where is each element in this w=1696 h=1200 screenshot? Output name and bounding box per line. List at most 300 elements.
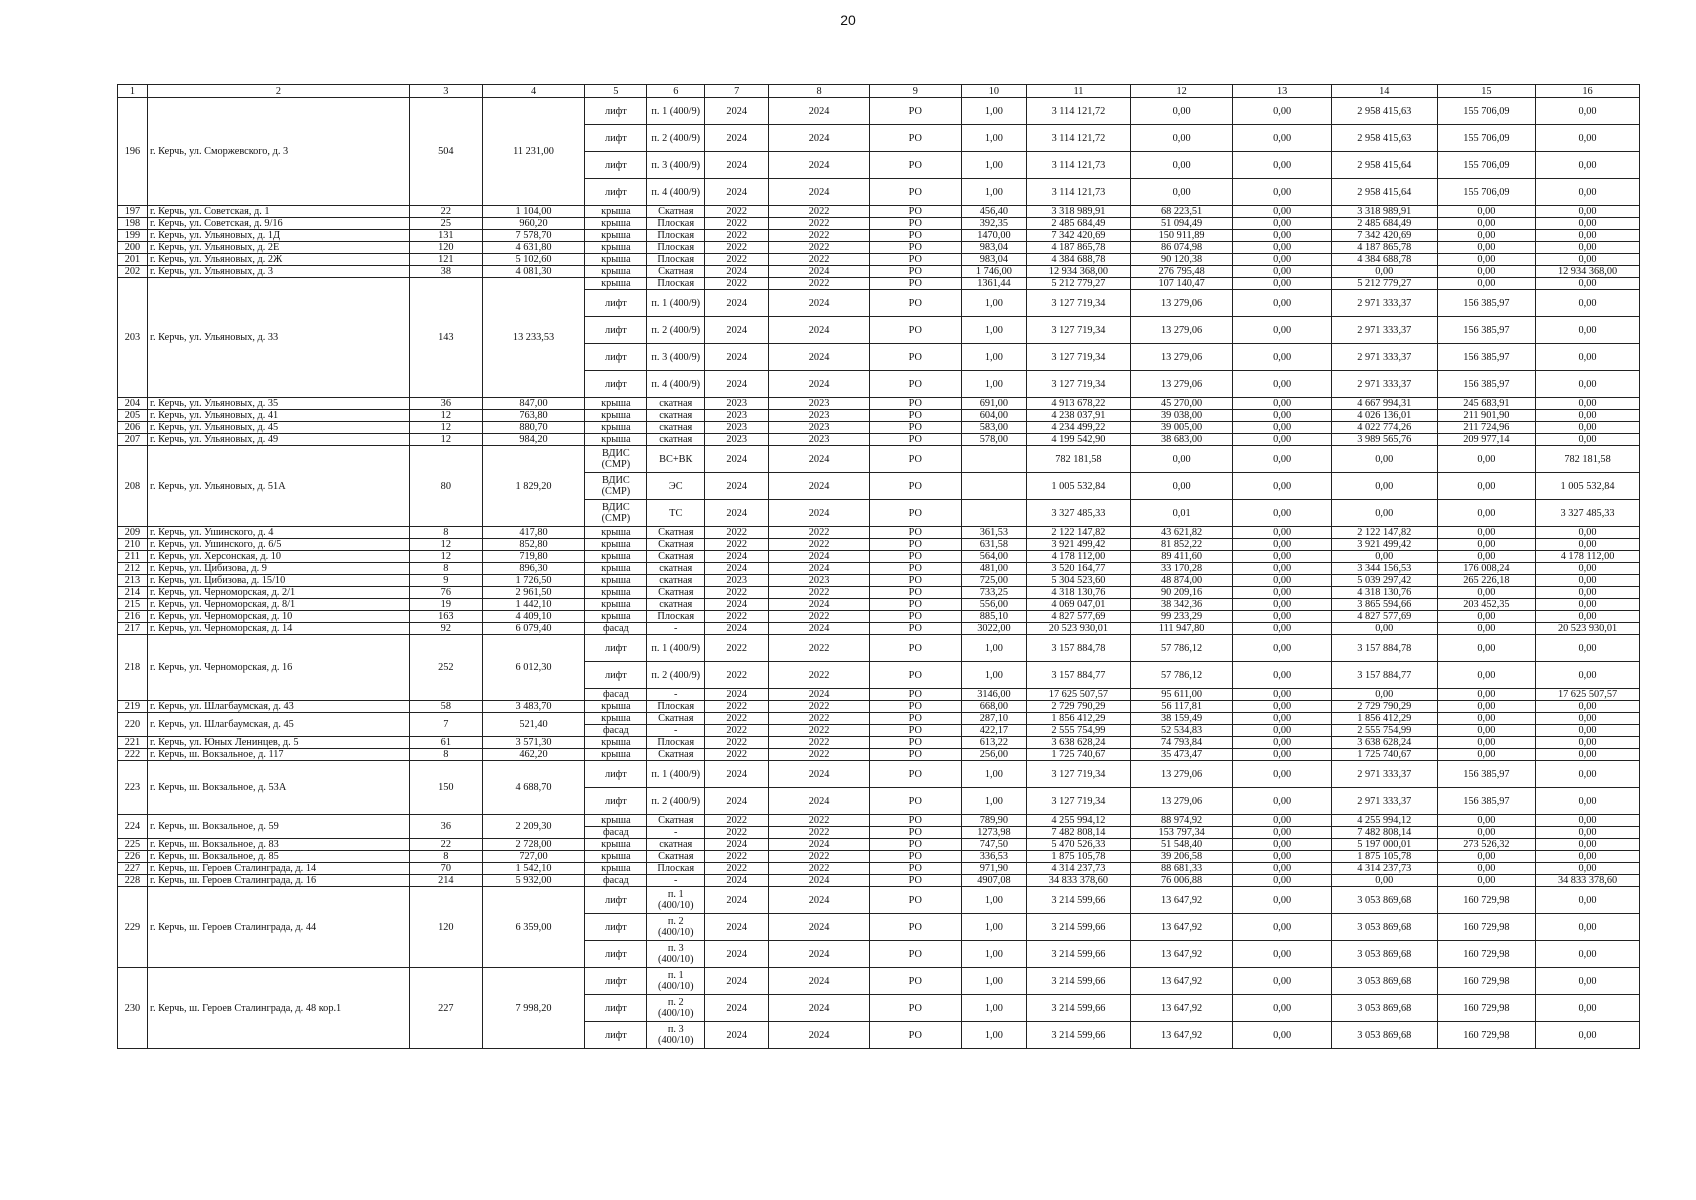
- building-area: 1 726,50: [482, 575, 585, 587]
- fund-regional: 7 342 420,69: [1331, 230, 1437, 242]
- table-row: [118, 599, 1640, 611]
- executor: РО: [869, 317, 961, 344]
- work-subtype: скатная: [647, 599, 705, 611]
- column-number: 7: [705, 85, 769, 98]
- cost-per-unit: 0,00: [1130, 152, 1233, 179]
- fund-federal: 0,00: [1233, 761, 1331, 788]
- row-number: 215: [118, 599, 148, 611]
- address: г. Керчь, ул. Советская, д. 9/16: [147, 218, 409, 230]
- work-type: крыша: [585, 599, 647, 611]
- work-type: лифт: [585, 179, 647, 206]
- year-end: 2024: [769, 500, 870, 527]
- executor: РО: [869, 410, 961, 422]
- year-end: 2023: [769, 410, 870, 422]
- fund-federal: 0,00: [1233, 851, 1331, 863]
- cost-per-unit: 13 647,92: [1130, 887, 1233, 914]
- volume: 422,17: [961, 725, 1026, 737]
- total-cost: 3 114 121,72: [1027, 98, 1131, 125]
- cost-per-unit: 13 279,06: [1130, 761, 1233, 788]
- work-type: крыша: [585, 278, 647, 290]
- address: г. Керчь, ул. Ульяновых, д. 49: [147, 434, 409, 446]
- cost-per-unit: 52 534,83: [1130, 725, 1233, 737]
- row-number: 211: [118, 551, 148, 563]
- executor: РО: [869, 827, 961, 839]
- apartments-count: 8: [409, 851, 482, 863]
- fund-local: 0,00: [1437, 242, 1535, 254]
- executor: РО: [869, 551, 961, 563]
- work-type: крыша: [585, 575, 647, 587]
- year-end: 2024: [769, 1022, 870, 1049]
- column-number: 16: [1536, 85, 1640, 98]
- table-row: [118, 278, 1640, 290]
- work-subtype: скатная: [647, 434, 705, 446]
- year-start: 2022: [705, 662, 769, 689]
- total-cost: 4 827 577,69: [1027, 611, 1131, 623]
- fund-regional: 2 971 333,37: [1331, 344, 1437, 371]
- building-area: 852,80: [482, 539, 585, 551]
- volume: 1 746,00: [961, 266, 1026, 278]
- fund-federal: 0,00: [1233, 827, 1331, 839]
- fund-federal: 0,00: [1233, 941, 1331, 968]
- address: г. Керчь, ул. Ульяновых, д. 2Е: [147, 242, 409, 254]
- executor: РО: [869, 230, 961, 242]
- fund-owners: 0,00: [1536, 887, 1640, 914]
- fund-federal: 0,00: [1233, 539, 1331, 551]
- fund-owners: 0,00: [1536, 863, 1640, 875]
- table-row: [118, 218, 1640, 230]
- fund-owners: 0,00: [1536, 761, 1640, 788]
- fund-owners: 0,00: [1536, 635, 1640, 662]
- work-type: крыша: [585, 749, 647, 761]
- executor: РО: [869, 635, 961, 662]
- fund-local: 0,00: [1437, 206, 1535, 218]
- work-type: фасад: [585, 875, 647, 887]
- work-subtype: -: [647, 689, 705, 701]
- cost-per-unit: 89 411,60: [1130, 551, 1233, 563]
- volume: 361,53: [961, 527, 1026, 539]
- volume: 1,00: [961, 344, 1026, 371]
- executor: РО: [869, 242, 961, 254]
- apartments-count: 120: [409, 242, 482, 254]
- volume: 556,00: [961, 599, 1026, 611]
- fund-owners: 0,00: [1536, 398, 1640, 410]
- work-subtype: п. 2 (400/10): [647, 914, 705, 941]
- cost-per-unit: 90 120,38: [1130, 254, 1233, 266]
- work-type: крыша: [585, 611, 647, 623]
- fund-owners: 20 523 930,01: [1536, 623, 1640, 635]
- work-type: крыша: [585, 410, 647, 422]
- fund-local: 160 729,98: [1437, 887, 1535, 914]
- work-subtype: скатная: [647, 422, 705, 434]
- building-area: 6 079,40: [482, 623, 585, 635]
- fund-regional: 2 958 415,63: [1331, 125, 1437, 152]
- executor: РО: [869, 152, 961, 179]
- work-subtype: -: [647, 623, 705, 635]
- total-cost: 2 485 684,49: [1027, 218, 1131, 230]
- table-row: [118, 887, 1640, 914]
- work-subtype: п. 4 (400/9): [647, 371, 705, 398]
- cost-per-unit: 35 473,47: [1130, 749, 1233, 761]
- building-area: 763,80: [482, 410, 585, 422]
- work-type: крыша: [585, 398, 647, 410]
- fund-federal: 0,00: [1233, 611, 1331, 623]
- executor: РО: [869, 473, 961, 500]
- cost-per-unit: 57 786,12: [1130, 662, 1233, 689]
- work-type: ВДИС (СМР): [585, 446, 647, 473]
- fund-local: 273 526,32: [1437, 839, 1535, 851]
- total-cost: 3 157 884,78: [1027, 635, 1131, 662]
- fund-federal: 0,00: [1233, 662, 1331, 689]
- year-end: 2022: [769, 587, 870, 599]
- cost-per-unit: 45 270,00: [1130, 398, 1233, 410]
- work-type: крыша: [585, 551, 647, 563]
- fund-owners: 0,00: [1536, 317, 1640, 344]
- executor: РО: [869, 575, 961, 587]
- address: г. Керчь, ш. Вокзальное, д. 83: [147, 839, 409, 851]
- year-end: 2024: [769, 788, 870, 815]
- fund-owners: 0,00: [1536, 254, 1640, 266]
- address: г. Керчь, ул. Черноморская, д. 10: [147, 611, 409, 623]
- work-type: лифт: [585, 98, 647, 125]
- row-number: 209: [118, 527, 148, 539]
- year-end: 2024: [769, 98, 870, 125]
- fund-local: 160 729,98: [1437, 941, 1535, 968]
- year-start: 2022: [705, 701, 769, 713]
- executor: РО: [869, 839, 961, 851]
- work-subtype: Скатная: [647, 587, 705, 599]
- cost-per-unit: 76 006,88: [1130, 875, 1233, 887]
- total-cost: 4 255 994,12: [1027, 815, 1131, 827]
- fund-owners: 0,00: [1536, 749, 1640, 761]
- cost-per-unit: 38 683,00: [1130, 434, 1233, 446]
- executor: РО: [869, 218, 961, 230]
- total-cost: 3 214 599,66: [1027, 887, 1131, 914]
- executor: РО: [869, 875, 961, 887]
- total-cost: 17 625 507,57: [1027, 689, 1131, 701]
- year-start: 2024: [705, 968, 769, 995]
- work-type: лифт: [585, 635, 647, 662]
- total-cost: 3 318 989,91: [1027, 206, 1131, 218]
- volume: 631,58: [961, 539, 1026, 551]
- year-start: 2024: [705, 887, 769, 914]
- volume: 1,00: [961, 914, 1026, 941]
- cost-per-unit: 107 140,47: [1130, 278, 1233, 290]
- fund-owners: 0,00: [1536, 815, 1640, 827]
- work-type: фасад: [585, 623, 647, 635]
- address: г. Керчь, ул. Цибизова, д. 9: [147, 563, 409, 575]
- fund-federal: 0,00: [1233, 635, 1331, 662]
- volume: 885,10: [961, 611, 1026, 623]
- cost-per-unit: 13 279,06: [1130, 344, 1233, 371]
- fund-local: 0,00: [1437, 611, 1535, 623]
- fund-regional: 3 865 594,66: [1331, 599, 1437, 611]
- executor: РО: [869, 446, 961, 473]
- total-cost: 3 127 719,34: [1027, 290, 1131, 317]
- building-area: 2 728,00: [482, 839, 585, 851]
- row-number: 207: [118, 434, 148, 446]
- cost-per-unit: 74 793,84: [1130, 737, 1233, 749]
- total-cost: 5 470 526,33: [1027, 839, 1131, 851]
- fund-local: 0,00: [1437, 539, 1535, 551]
- year-start: 2024: [705, 839, 769, 851]
- apartments-count: 504: [409, 98, 482, 206]
- volume: 1,00: [961, 371, 1026, 398]
- work-type: крыша: [585, 206, 647, 218]
- total-cost: 3 114 121,72: [1027, 125, 1131, 152]
- fund-local: 0,00: [1437, 473, 1535, 500]
- fund-owners: 0,00: [1536, 1022, 1640, 1049]
- cost-per-unit: 43 621,82: [1130, 527, 1233, 539]
- work-type: лифт: [585, 125, 647, 152]
- fund-regional: 3 053 869,68: [1331, 914, 1437, 941]
- year-end: 2024: [769, 995, 870, 1022]
- volume: 747,50: [961, 839, 1026, 851]
- apartments-count: 38: [409, 266, 482, 278]
- year-end: 2022: [769, 539, 870, 551]
- table-row: [118, 563, 1640, 575]
- cost-per-unit: 88 681,33: [1130, 863, 1233, 875]
- work-subtype: Плоская: [647, 242, 705, 254]
- year-end: 2022: [769, 278, 870, 290]
- fund-regional: 0,00: [1331, 875, 1437, 887]
- work-subtype: Плоская: [647, 254, 705, 266]
- address: г. Керчь, ул. Ушинского, д. 6/5: [147, 539, 409, 551]
- volume: [961, 446, 1026, 473]
- year-start: 2024: [705, 317, 769, 344]
- fund-owners: 4 178 112,00: [1536, 551, 1640, 563]
- column-number: 9: [869, 85, 961, 98]
- apartments-count: 36: [409, 815, 482, 839]
- column-number: 2: [147, 85, 409, 98]
- year-start: 2022: [705, 815, 769, 827]
- fund-local: 0,00: [1437, 266, 1535, 278]
- work-subtype: -: [647, 725, 705, 737]
- year-start: 2024: [705, 179, 769, 206]
- fund-federal: 0,00: [1233, 344, 1331, 371]
- work-subtype: Плоская: [647, 701, 705, 713]
- volume: 578,00: [961, 434, 1026, 446]
- address: г. Керчь, ул. Ульяновых, д. 1Д: [147, 230, 409, 242]
- address: г. Керчь, ш. Героев Сталинграда, д. 14: [147, 863, 409, 875]
- building-area: 4 409,10: [482, 611, 585, 623]
- column-number: 11: [1027, 85, 1131, 98]
- table-row: [118, 527, 1640, 539]
- fund-regional: 2 971 333,37: [1331, 788, 1437, 815]
- year-end: 2024: [769, 599, 870, 611]
- building-area: 719,80: [482, 551, 585, 563]
- fund-owners: 0,00: [1536, 701, 1640, 713]
- row-number: 229: [118, 887, 148, 968]
- apartments-count: 12: [409, 434, 482, 446]
- volume: 1,00: [961, 995, 1026, 1022]
- work-type: крыша: [585, 863, 647, 875]
- fund-regional: 5 039 297,42: [1331, 575, 1437, 587]
- fund-regional: 3 053 869,68: [1331, 995, 1437, 1022]
- fund-federal: 0,00: [1233, 446, 1331, 473]
- volume: 983,04: [961, 242, 1026, 254]
- row-number: 197: [118, 206, 148, 218]
- column-number: 13: [1233, 85, 1331, 98]
- fund-local: 0,00: [1437, 254, 1535, 266]
- work-subtype: Скатная: [647, 527, 705, 539]
- executor: РО: [869, 851, 961, 863]
- year-end: 2022: [769, 635, 870, 662]
- cost-per-unit: 13 279,06: [1130, 317, 1233, 344]
- row-number: 220: [118, 713, 148, 737]
- fund-federal: 0,00: [1233, 125, 1331, 152]
- year-start: 2024: [705, 623, 769, 635]
- fund-owners: 0,00: [1536, 611, 1640, 623]
- executor: РО: [869, 863, 961, 875]
- year-start: 2024: [705, 761, 769, 788]
- fund-local: 0,00: [1437, 713, 1535, 725]
- apartments-count: 76: [409, 587, 482, 599]
- cost-per-unit: 38 159,49: [1130, 713, 1233, 725]
- address: г. Керчь, ул. Черноморская, д. 14: [147, 623, 409, 635]
- work-type: ВДИС (СМР): [585, 473, 647, 500]
- fund-local: 0,00: [1437, 218, 1535, 230]
- fund-federal: 0,00: [1233, 551, 1331, 563]
- volume: 4907,08: [961, 875, 1026, 887]
- executor: РО: [869, 815, 961, 827]
- executor: РО: [869, 761, 961, 788]
- executor: РО: [869, 887, 961, 914]
- fund-federal: 0,00: [1233, 500, 1331, 527]
- total-cost: 5 212 779,27: [1027, 278, 1131, 290]
- fund-regional: 3 318 989,91: [1331, 206, 1437, 218]
- work-subtype: скатная: [647, 410, 705, 422]
- work-subtype: п. 3 (400/9): [647, 344, 705, 371]
- total-cost: 3 214 599,66: [1027, 968, 1131, 995]
- address: г. Керчь, ул. Сморжевского, д. 3: [147, 98, 409, 206]
- fund-regional: 5 197 000,01: [1331, 839, 1437, 851]
- year-end: 2024: [769, 290, 870, 317]
- work-subtype: скатная: [647, 839, 705, 851]
- apartments-count: 12: [409, 551, 482, 563]
- address: г. Керчь, ул. Ульяновых, д. 51А: [147, 446, 409, 527]
- fund-regional: 4 255 994,12: [1331, 815, 1437, 827]
- year-start: 2024: [705, 344, 769, 371]
- cost-per-unit: 111 947,80: [1130, 623, 1233, 635]
- work-subtype: п. 1 (400/10): [647, 887, 705, 914]
- fund-local: 203 452,35: [1437, 599, 1535, 611]
- building-area: 727,00: [482, 851, 585, 863]
- work-type: лифт: [585, 371, 647, 398]
- executor: РО: [869, 539, 961, 551]
- address: г. Керчь, ул. Советская, д. 1: [147, 206, 409, 218]
- fund-federal: 0,00: [1233, 179, 1331, 206]
- total-cost: 3 638 628,24: [1027, 737, 1131, 749]
- cost-per-unit: 39 038,00: [1130, 410, 1233, 422]
- year-end: 2024: [769, 875, 870, 887]
- volume: 1,00: [961, 662, 1026, 689]
- fund-local: 155 706,09: [1437, 125, 1535, 152]
- work-type: лифт: [585, 152, 647, 179]
- year-start: 2022: [705, 242, 769, 254]
- fund-regional: 2 122 147,82: [1331, 527, 1437, 539]
- row-number: 230: [118, 968, 148, 1049]
- year-start: 2024: [705, 290, 769, 317]
- year-end: 2022: [769, 749, 870, 761]
- fund-regional: 3 638 628,24: [1331, 737, 1437, 749]
- fund-federal: 0,00: [1233, 968, 1331, 995]
- year-end: 2024: [769, 761, 870, 788]
- apartments-count: 252: [409, 635, 482, 701]
- fund-local: 0,00: [1437, 278, 1535, 290]
- cost-per-unit: 99 233,29: [1130, 611, 1233, 623]
- column-number: 15: [1437, 85, 1535, 98]
- work-subtype: Плоская: [647, 278, 705, 290]
- building-area: 3 483,70: [482, 701, 585, 713]
- work-subtype: п. 1 (400/9): [647, 635, 705, 662]
- building-area: 521,40: [482, 713, 585, 737]
- fund-federal: 0,00: [1233, 713, 1331, 725]
- year-end: 2022: [769, 851, 870, 863]
- table-row: [118, 242, 1640, 254]
- row-number: 228: [118, 875, 148, 887]
- year-end: 2024: [769, 623, 870, 635]
- row-number: 203: [118, 278, 148, 398]
- building-area: 880,70: [482, 422, 585, 434]
- cost-per-unit: 33 170,28: [1130, 563, 1233, 575]
- volume: 256,00: [961, 749, 1026, 761]
- column-number: 12: [1130, 85, 1233, 98]
- apartments-count: 121: [409, 254, 482, 266]
- work-type: крыша: [585, 242, 647, 254]
- total-cost: 3 157 884,77: [1027, 662, 1131, 689]
- column-number: 8: [769, 85, 870, 98]
- volume: 3146,00: [961, 689, 1026, 701]
- apartments-count: 131: [409, 230, 482, 242]
- work-subtype: п. 1 (400/9): [647, 761, 705, 788]
- fund-federal: 0,00: [1233, 725, 1331, 737]
- fund-federal: 0,00: [1233, 278, 1331, 290]
- year-start: 2024: [705, 125, 769, 152]
- executor: РО: [869, 713, 961, 725]
- building-area: 6 359,00: [482, 887, 585, 968]
- year-end: 2024: [769, 266, 870, 278]
- building-area: 3 571,30: [482, 737, 585, 749]
- executor: РО: [869, 254, 961, 266]
- fund-local: 0,00: [1437, 527, 1535, 539]
- fund-regional: 4 022 774,26: [1331, 422, 1437, 434]
- year-end: 2022: [769, 662, 870, 689]
- total-cost: 20 523 930,01: [1027, 623, 1131, 635]
- total-cost: 34 833 378,60: [1027, 875, 1131, 887]
- fund-local: 0,00: [1437, 863, 1535, 875]
- executor: РО: [869, 1022, 961, 1049]
- fund-owners: 0,00: [1536, 242, 1640, 254]
- table-row: [118, 968, 1640, 995]
- apartments-count: 80: [409, 446, 482, 527]
- apartments-count: 227: [409, 968, 482, 1049]
- apartments-count: 8: [409, 563, 482, 575]
- volume: 983,04: [961, 254, 1026, 266]
- executor: РО: [869, 422, 961, 434]
- work-subtype: Скатная: [647, 749, 705, 761]
- address: г. Керчь, ул. Ульяновых, д. 41: [147, 410, 409, 422]
- address: г. Керчь, ш. Героев Сталинграда, д. 44: [147, 887, 409, 968]
- fund-regional: 3 157 884,78: [1331, 635, 1437, 662]
- fund-federal: 0,00: [1233, 242, 1331, 254]
- row-number: 214: [118, 587, 148, 599]
- work-type: лифт: [585, 914, 647, 941]
- fund-owners: 0,00: [1536, 788, 1640, 815]
- work-type: крыша: [585, 527, 647, 539]
- year-start: 2022: [705, 713, 769, 725]
- cost-per-unit: 68 223,51: [1130, 206, 1233, 218]
- work-type: крыша: [585, 254, 647, 266]
